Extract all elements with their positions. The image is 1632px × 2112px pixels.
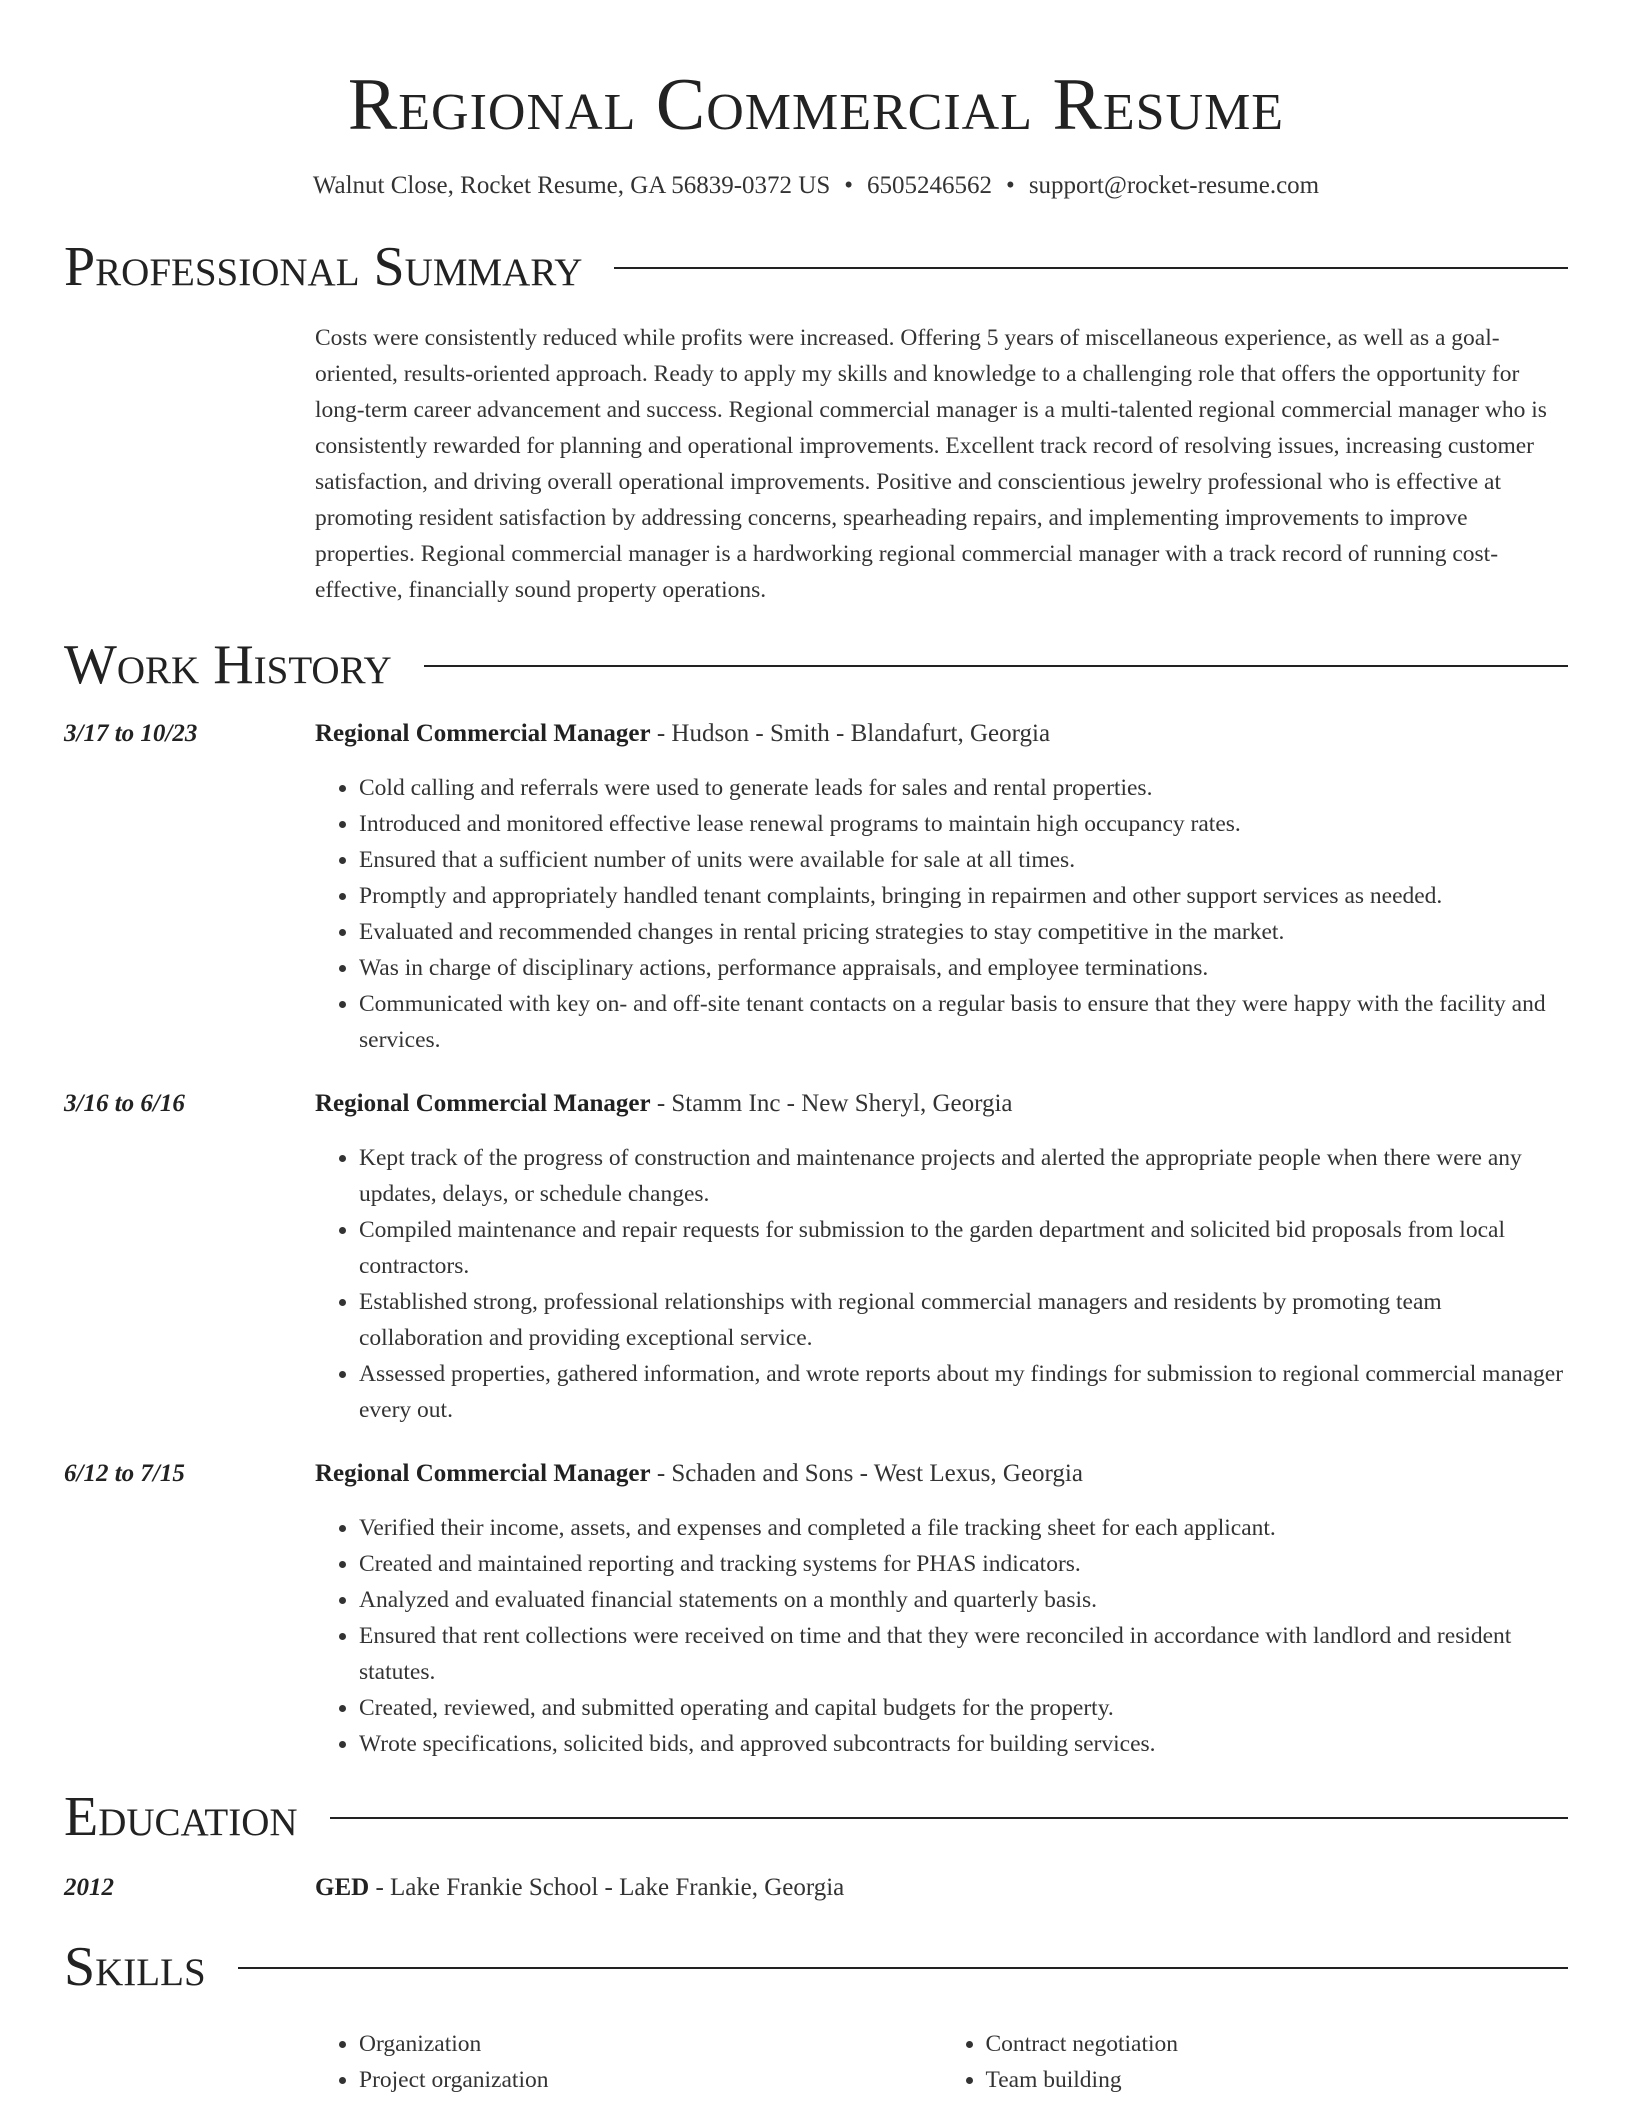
- work-heading: Work History: [64, 634, 392, 696]
- job-role: Regional Commercial Manager: [315, 1090, 651, 1117]
- job-bullet: • Assessed properties, gathered information, and wrote reports about my findings for submission to regional commercial manager every out.: [359, 1356, 1568, 1428]
- job-details: - Hudson - Smith - Blandafurt, Georgia: [650, 720, 1051, 747]
- skills-list: [315, 2026, 1568, 2098]
- section-divider: [238, 1967, 1568, 1969]
- education-year: 2012: [64, 1874, 114, 1901]
- contact-phone: 6505246562: [867, 172, 993, 199]
- education-entry: [64, 1872, 1568, 1904]
- job-bullet: • Compiled maintenance and repair requests for submission to the garden department and solicited bid proposals from local contractors.: [359, 1212, 1568, 1284]
- skill-item: • Contract negotiation: [986, 2026, 1569, 2062]
- section-divider: [614, 267, 1568, 269]
- skills-heading: Skills: [64, 1936, 206, 1998]
- job-bullet: • Kept track of the progress of construction and maintenance projects and alerted the appropriate people when there were any updates, delays, or schedule changes.: [359, 1140, 1568, 1212]
- job-bullet: • Ensured that rent collections were received on time and that they were reconciled in accordance with landlord and resident statutes.: [359, 1618, 1568, 1690]
- contact-address: Walnut Close, Rocket Resume, GA 56839-0372 US: [312, 172, 831, 199]
- education-line: [315, 1872, 844, 1904]
- summary-text: Costs were consistently reduced while profits were increased. Offering 5 years of miscellaneous experience, as well as a goal-oriented, results-oriented approach. Ready to apply my skills and knowledge to a challenging role that offers the opportunity for long-term career advancement and success. Regional commercial manager is a multi-talented regional commercial manager who is consistently rewarded for planning and operational improvements. Excellent track record of resolving issues, increasing customer satisfaction, and driving overall operational improvements. Positive and conscientious jewelry professional who is effective at promoting resident satisfaction by addressing concerns, spearheading repairs, and implementing improvements to improve properties. Regional commercial manager is a hardworking regional commercial manager with a track record of running cost-effective, financially sound property operations.: [315, 325, 1547, 603]
- job-bullet: • Evaluated and recommended changes in rental pricing strategies to stay competitive in the market.: [359, 914, 1568, 950]
- job-entry: [64, 1458, 1568, 1762]
- contact-email: support@rocket-resume.com: [1028, 172, 1320, 199]
- job-bullet: • Was in charge of disciplinary actions, performance appraisals, and employee terminations.: [359, 950, 1568, 986]
- education-degree: GED: [315, 1874, 370, 1901]
- job-bullet: • Created, reviewed, and submitted operating and capital budgets for the property.: [359, 1690, 1568, 1726]
- contact-line: [64, 170, 1568, 202]
- job-bullet: • Ensured that a sufficient number of units were available for sale at all times.: [359, 842, 1568, 878]
- work-history-list: [64, 718, 1568, 1762]
- education-details: - Lake Frankie School - Lake Frankie, Georgia: [369, 1874, 845, 1901]
- summary-heading: Professional Summary: [64, 236, 583, 298]
- work-section-header: [64, 634, 1568, 696]
- job-title-line: [315, 1088, 1568, 1120]
- job-title-line: [315, 718, 1568, 750]
- job-dates: 3/17 to 10/23: [64, 720, 198, 747]
- job-bullet: • Wrote specifications, solicited bids, and approved subcontracts for building services.: [359, 1726, 1568, 1762]
- job-bullet: • Verified their income, assets, and expenses and completed a file tracking sheet for each applicant.: [359, 1510, 1568, 1546]
- section-divider: [424, 665, 1568, 667]
- job-body: [315, 1458, 1568, 1762]
- job-dates: 6/12 to 7/15: [64, 1460, 185, 1487]
- job-bullets: [315, 770, 1568, 1058]
- job-dates: 3/16 to 6/16: [64, 1090, 185, 1117]
- job-bullets: [315, 1510, 1568, 1762]
- education-heading: Education: [64, 1786, 298, 1848]
- job-bullets: [315, 1140, 1568, 1428]
- job-details: - Schaden and Sons - West Lexus, Georgia: [650, 1460, 1083, 1487]
- skill-item: • Organization: [359, 2026, 942, 2062]
- job-role: Regional Commercial Manager: [315, 720, 651, 747]
- job-entry: [64, 718, 1568, 1058]
- job-details: - Stamm Inc - New Sheryl, Georgia: [650, 1090, 1013, 1117]
- skills-section-header: [64, 1936, 1568, 1998]
- resume-title: Regional Commercial Resume: [347, 64, 1285, 146]
- job-bullet: • Promptly and appropriately handled tenant complaints, bringing in repairmen and other support services as needed.: [359, 878, 1568, 914]
- job-bullet: • Created and maintained reporting and tracking systems for PHAS indicators.: [359, 1546, 1568, 1582]
- job-body: [315, 718, 1568, 1058]
- job-bullet: • Introduced and monitored effective lease renewal programs to maintain high occupancy rates.: [359, 806, 1568, 842]
- job-bullet: • Analyzed and evaluated financial statements on a monthly and quarterly basis.: [359, 1582, 1568, 1618]
- job-bullet: • Communicated with key on- and off-site tenant contacts on a regular basis to ensure that they were happy with the facility and services.: [359, 986, 1568, 1058]
- contact-separator: •: [1006, 172, 1015, 199]
- job-role: Regional Commercial Manager: [315, 1460, 651, 1487]
- resume-page: [64, 0, 1568, 2098]
- skill-item: • Project organization: [359, 2062, 942, 2098]
- education-section-header: [64, 1786, 1568, 1848]
- job-bullet: • Cold calling and referrals were used to generate leads for sales and rental properties.: [359, 770, 1568, 806]
- contact-separator: •: [844, 172, 854, 199]
- job-body: [315, 1088, 1568, 1428]
- skills-column-left: [315, 2026, 942, 2098]
- skills-column-right: [942, 2026, 1569, 2098]
- job-title-line: [315, 1458, 1568, 1490]
- skill-item: • Team building: [986, 2062, 1569, 2098]
- summary-section-header: [64, 236, 1568, 298]
- job-bullet: • Established strong, professional relationships with regional commercial managers and residents by promoting team collaboration and providing exceptional service.: [359, 1284, 1568, 1356]
- job-entry: [64, 1088, 1568, 1428]
- section-divider: [330, 1817, 1568, 1819]
